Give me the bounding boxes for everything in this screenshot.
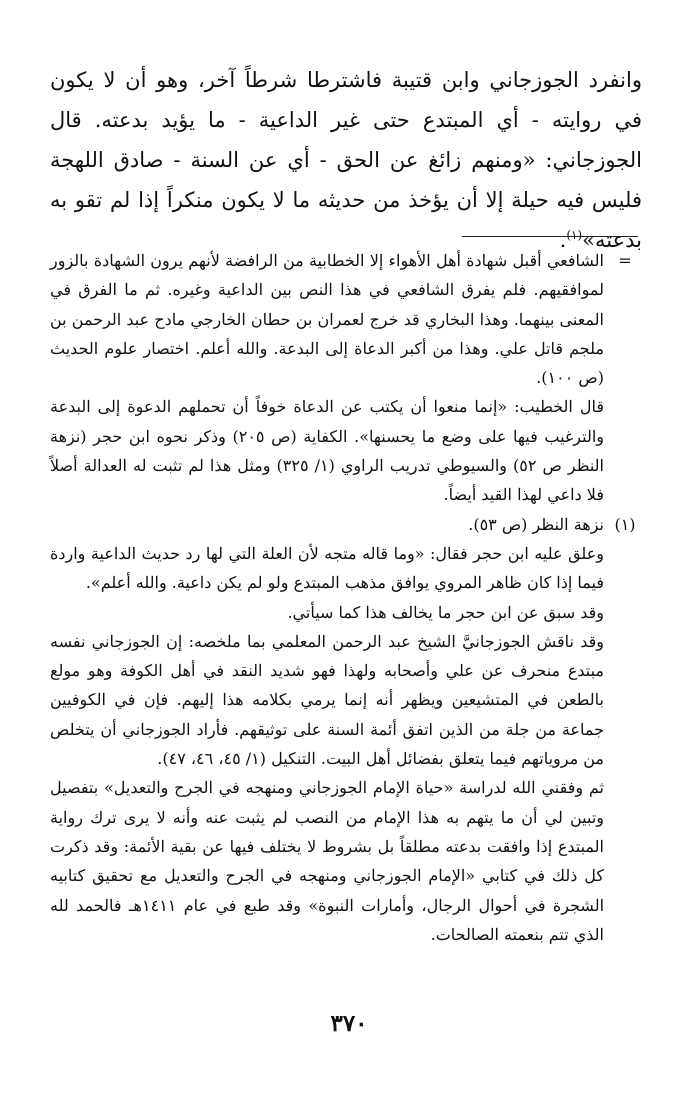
- footnote-separator: [462, 236, 638, 237]
- footnote-paragraph: وقد سبق عن ابن حجر ما يخالف هذا كما سيأتي.: [287, 602, 604, 622]
- footnotes: [50, 246, 642, 949]
- continuation-marker: =: [618, 251, 632, 270]
- footnote-number: (١): [614, 514, 636, 534]
- footnote-reference: (١): [566, 228, 583, 242]
- page-number: ٣٧٠: [330, 1010, 368, 1037]
- main-paragraph-text: وانفرد الجوزجاني وابن قتيبة فاشترطا شرطاً آخر، وهو أن لا يكون في روايته - أي المبتدع حتى غير الداعية - ما يؤيد بدعته. قال الجوزجاني:: [50, 68, 642, 172]
- footnote-1: [50, 510, 642, 949]
- end-punctuation: .: [559, 228, 567, 252]
- footnote-paragraph: نزهة النظر (ص ٥٣).: [468, 514, 604, 534]
- main-paragraph: [50, 60, 642, 260]
- footnote-paragraph: ثم وفقني الله لدراسة «حياة الإمام الجوزجاني ومنهجه في الجرح والتعديل» بتفصيل وتبين لي أن ما يتهم به هذا الإمام من النصب لم يثبت عنه وأنه لا يرى ترك رواية المبتدع إذا وافقت بدعته مطلقاً بل بشروط لا يختلف فيها عن بقية الأئمة: وقد ذكرت كل ذلك في كتابي «الإمام الجوزجاني ومنهجه في الجرح والتعديل مع تحقيق كتابيه الشجرة في أحوال الرجال، وأمارات النبوة» وقد طبع في عام ١٤١١هـ فالحمد لله الذي تتم بنعمته الصالحات.: [50, 778, 605, 944]
- main-text: [50, 60, 642, 260]
- footnote-paragraph: قال الخطيب: «إنما منعوا أن يكتب عن الدعاة خوفاً أن تحملهم الدعوة إلى البدعة والترغيب فيها على وضع ما يحسنها». الكفاية (ص ٢٠٥) وذكر نحوه ابن حجر (نزهة النظر ص ٥٢) والسيوطي تدريب الراوي (١/ ٣٢٥) ومثل هذا لم تثبت له العدالة أصلاً فلا داعي لهذا القيد أيضاً.: [50, 397, 605, 505]
- footnote-paragraph: وعلق عليه ابن حجر فقال: «وما قاله متجه لأن العلة التي لها رد حديث الداعية واردة فيما إذا كان ظاهر المروي يوافق مذهب المبتدع ولو لم يكن داعية. والله أعلم».: [50, 543, 604, 593]
- continued-footnote: [50, 246, 642, 510]
- footnote-paragraph: وقد ناقش الجوزجانيَّ الشيخ عبد الرحمن المعلمي بما ملخصه: إن الجوزجاني نفسه مبتدع منحرف عن علي وأصحابه ولهذا فهو شديد النقد في أهل الكوفة وهو مولع بالطعن في المتشيعين ويظهر أنه إنما يرمي بكلامه هذا إليهم. فإن في الكوفيين جماعة من جلة من الذين اتفق أئمة السنة على توثيقهم. فأراد الجوزجاني أن يتخلص من مروياتهم فيما يتعلق بفضائل أهل البيت. التنكيل (١/ ٤٥، ٤٦، ٤٧).: [50, 631, 604, 769]
- footnote-paragraph: الشافعي أقبل شهادة أهل الأهواء إلا الخطابية من الرافضة لأنهم يرون الشهادة بالزور لموافقيهم. فلم يفرق الشافعي في هذا النص بين الداعية وغيره. ثم ما الفرق في المعنى بينهما. وهذا البخاري قد خرج لعمران بن حطان الخارجي مادح عبد الرحمن بن ملجم قاتل علي. وهذا من أكبر الدعاة إلى البدعة. والله أعلم. اختصار علوم الحديث (ص ١٠٠).: [50, 251, 604, 388]
- main-paragraph-text: «ومنهم زائغ عن الحق - أي عن السنة - صادق اللهجة فليس فيه حيلة إلا أن يؤخذ من حديثه ما لا يكون منكراً إذا لم تقو به بدعته»: [50, 148, 642, 252]
